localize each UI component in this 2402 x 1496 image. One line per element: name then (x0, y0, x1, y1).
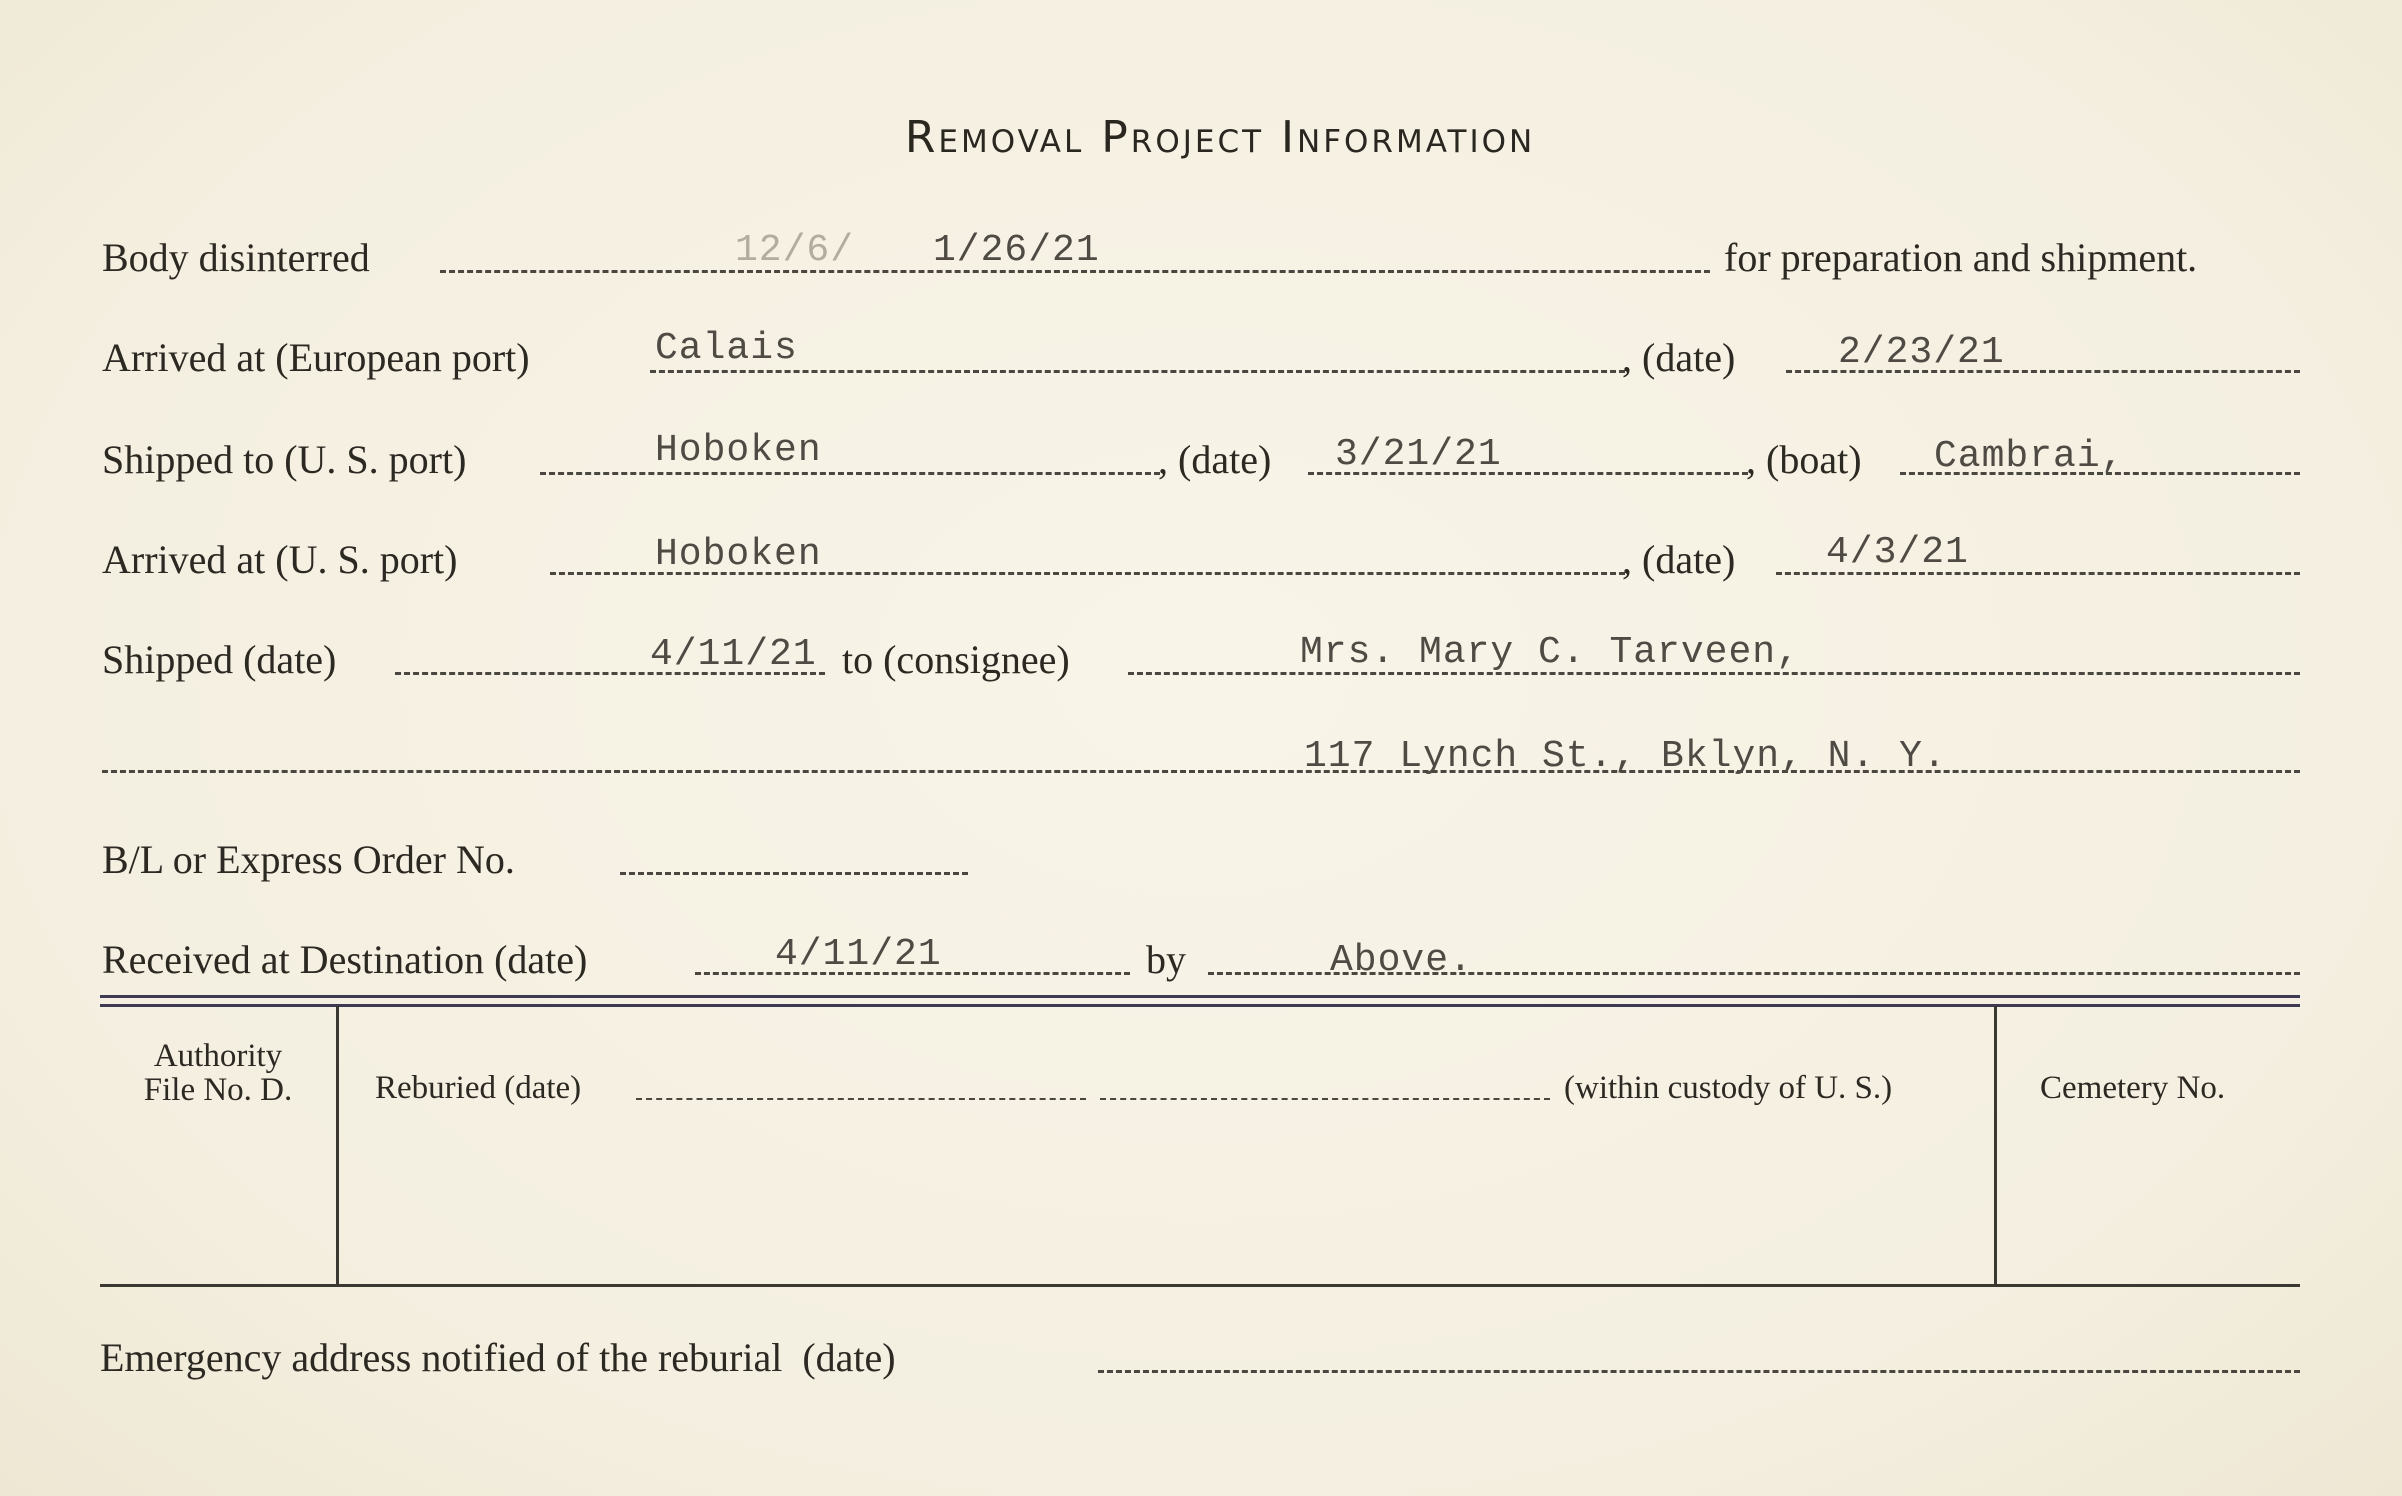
reburied-line-2 (1100, 1098, 1550, 1100)
authority-label-line2: File No. D. (143, 1072, 293, 1108)
address-line (102, 770, 2300, 773)
shipped-to-date-label: , (date) (1158, 437, 1272, 482)
arrived-europe-label: Arrived at (European port) (102, 335, 530, 380)
card-title: Removal Project Information (904, 112, 1536, 163)
shipped-to-boat-label: , (boat) (1746, 437, 1862, 482)
shipped-date-label: Shipped (date) (102, 637, 337, 682)
consignee-address: 117 Lynch St., Bklyn, N. Y. (1304, 735, 1947, 778)
received-label: Received at Destination (date) (102, 937, 588, 982)
reburied-line-1 (636, 1098, 1086, 1100)
table-top-rule-2 (100, 1004, 2300, 1007)
consignee-label: to (consignee) (842, 637, 1070, 682)
arrived-europe-port: Calais (655, 327, 798, 370)
table-divider-left (336, 1006, 339, 1284)
shipped-to-port-line (540, 472, 1160, 475)
arrived-us-date-label: , (date) (1622, 537, 1736, 582)
received-date: 4/11/21 (775, 933, 942, 976)
table-bottom-rule (100, 1284, 2300, 1287)
emergency-address-line (1098, 1370, 2300, 1373)
arrived-europe-date: 2/23/21 (1838, 331, 2005, 374)
received-by-label: by (1146, 937, 1186, 982)
custody-label: (within custody of U. S.) (1564, 1070, 1893, 1106)
emergency-address-label: Emergency address notified of the reburial (date) (100, 1335, 896, 1380)
shipped-to-boat: Cambrai, (1934, 435, 2125, 478)
shipped-date-value: 4/11/21 (650, 633, 817, 676)
body-disinterred-value: 1/26/21 (933, 229, 1100, 272)
bl-order-label: B/L or Express Order No. (102, 837, 515, 882)
shipped-to-label: Shipped to (U. S. port) (102, 437, 467, 482)
reburied-label: Reburied (date) (375, 1070, 582, 1106)
shipped-to-port: Hoboken (655, 429, 822, 472)
table-divider-right (1994, 1006, 1997, 1284)
arrived-europe-port-line (650, 370, 1625, 373)
arrived-us-date: 4/3/21 (1826, 531, 1969, 574)
cemetery-number-label: Cemetery No. (2040, 1070, 2226, 1106)
arrived-us-port: Hoboken (655, 533, 822, 576)
shipped-to-date: 3/21/21 (1335, 433, 1502, 476)
table-top-rule-1 (100, 995, 2300, 998)
consignee-value: Mrs. Mary C. Tarveen, (1300, 631, 1800, 674)
body-disinterred-suffix: for preparation and shipment. (1724, 235, 2198, 280)
arrived-us-label: Arrived at (U. S. port) (102, 537, 458, 582)
received-by-value: Above. (1330, 939, 1473, 982)
arrived-europe-date-label: , (date) (1622, 335, 1736, 380)
body-disinterred-struck-value: 12/6/ (735, 229, 855, 272)
bl-order-line (620, 872, 968, 875)
body-disinterred-label: Body disinterred (102, 235, 370, 280)
authority-label-line1: Authority (153, 1038, 283, 1074)
